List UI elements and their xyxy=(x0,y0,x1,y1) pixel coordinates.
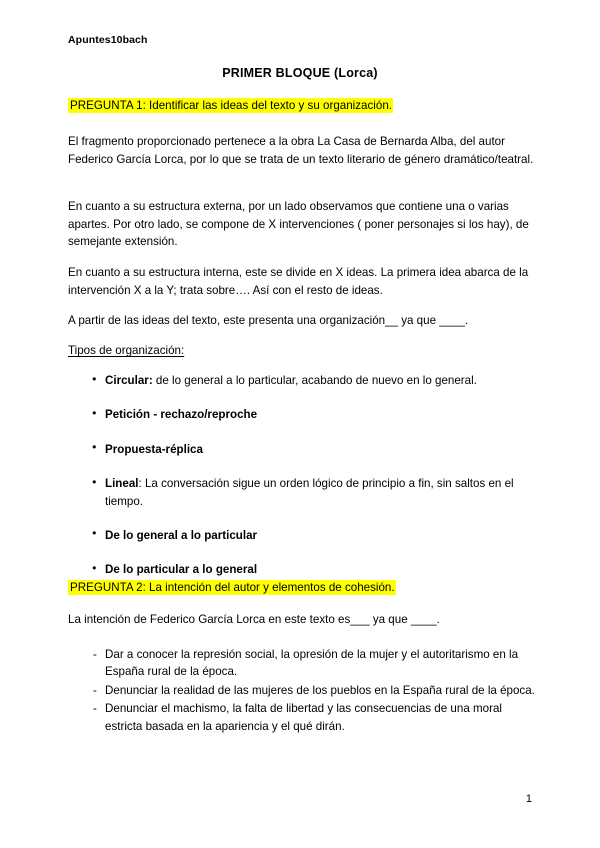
question-1-paragraph-1: El fragmento proporcionado pertenece a la obra La Casa de Bernarda Alba, del autor Federico García Lorca, por lo que se trata de un texto literario de género dramático/teatral. xyxy=(68,135,534,166)
question-2-paragraph-1: La intención de Federico García Lorca en este texto es___ ya que ____. xyxy=(68,613,440,626)
organization-type-label: De lo general a lo particular xyxy=(105,528,258,542)
organization-type-item xyxy=(68,406,534,423)
organization-type-label: Propuesta-réplica xyxy=(105,442,203,456)
question-1-paragraph-3: En cuanto a su estructura interna, este se divide en X ideas. La primera idea abarca de la intervención X a la Y; trata sobre…. Así con el resto de ideas. xyxy=(68,266,529,297)
question-1-heading-row xyxy=(68,97,534,115)
organization-type-item xyxy=(68,527,534,544)
organization-types-list xyxy=(68,372,534,596)
organization-type-label: Lineal xyxy=(105,477,139,491)
organization-type-description: de lo general a lo particular, acabando de nuevo en lo general. xyxy=(152,374,477,387)
organization-types-heading: Tipos de organización: xyxy=(68,344,185,357)
organization-type-item xyxy=(68,475,534,510)
question-1-paragraph-4: A partir de las ideas del texto, este presenta una organización__ ya que ____. xyxy=(68,314,469,327)
author-intentions-list xyxy=(68,646,538,736)
question-2-heading-row xyxy=(68,579,534,597)
question-2-heading: PREGUNTA 2: La intención del autor y elementos de cohesión. xyxy=(70,581,395,594)
organization-type-item xyxy=(68,561,534,578)
page-number: 1 xyxy=(525,793,532,805)
author-intention-item: - Dar a conocer la represión social, la opresión de la mujer y el autoritarismo en la España rural de la época. xyxy=(68,646,538,681)
question-1-heading: PREGUNTA 1: Identificar las ideas del texto y su organización. xyxy=(70,99,392,112)
organization-type-item xyxy=(68,372,534,389)
organization-type-item xyxy=(68,441,534,458)
organization-type-label: De lo particular a lo general xyxy=(105,563,258,577)
author-intention-item: - Denunciar el machismo, la falta de libertad y las consecuencias de una moral estricta basada en la apariencia y el qué dirán. xyxy=(68,700,538,735)
author-intention-item: - Denunciar la realidad de las mujeres de los pueblos en la España rural de la época. xyxy=(68,682,538,699)
question-1-paragraph-2: En cuanto a su estructura externa, por un lado observamos que contiene una o varias apartes. Por otro lado, se compone de X intervenciones ( poner personajes si los hay), de semejante extensión. xyxy=(68,200,529,249)
running-header: Apuntes10bach xyxy=(68,34,148,46)
organization-type-label: Petición - rechazo/reproche xyxy=(105,408,258,422)
organization-type-label: Circular: xyxy=(105,374,153,387)
page-title: PRIMER BLOQUE (Lorca) xyxy=(222,66,378,80)
organization-type-description: : La conversación sigue un orden lógico de principio a fin, sin saltos en el tiempo. xyxy=(105,477,514,508)
